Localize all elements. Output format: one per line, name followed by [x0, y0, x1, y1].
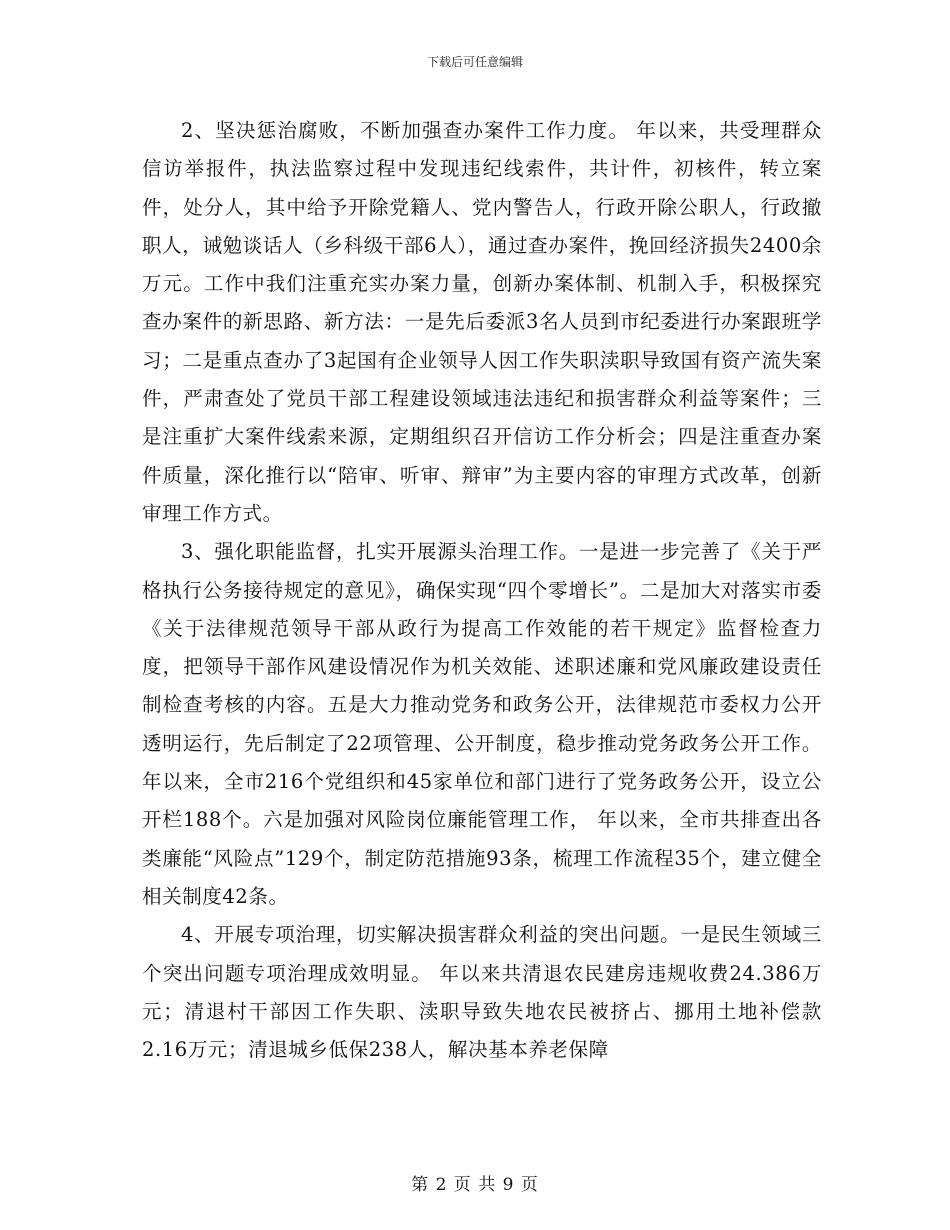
page-number-footer: 第 2 页 共 9 页: [411, 1175, 539, 1195]
paragraph-functional-supervision: 3、强化职能监督，扎实开展源头治理工作。一是进一步完善了《关于严格执行公务接待规定的意见》，确保实现“四个零增长”。二是加大对落实市委《关于法律规范领导干部从政行为提高工作效能的若干规定》监督检查力度，把领导干部作风建设情况作为机关效能、述职述廉和党风廉政建设责任制检查考核的内容。五是大力推动党务和政务公开，法律规范市委权力公开透明运行，先后制定了22项管理、公开制度，稳步推动党务政务公开工作。 年以来，全市216个党组织和45家单位和部门进行了党务政务公开，设立公开栏188个。六是加强对风险岗位廉能管理工作， 年以来，全市共排查出各类廉能“风险点”129个，制定防范措施93条，梳理工作流程35个，建立健全相关制度42条。: [142, 540, 822, 908]
download-edit-note: 下载后可任意编辑: [426, 55, 523, 69]
paragraph-anti-corruption-cases: 2、坚决惩治腐败，不断加强查办案件工作力度。 年以来，共受理群众信访举报件，执法监察过程中发现违纪线索件，共计件，初核件，转立案件，处分人，其中给予开除党籍人、党内警告人，行政开除公职人，行政撤职人，诫勉谈话人（乡科级干部6人），通过查办案件，挽回经济损失2400余万元。工作中我们注重充实办案力量，创新办案体制、机制入手，积极探究查办案件的新思路、新方法：一是先后委派3名人员到市纪委进行办案跟班学习；二是重点查办了3起国有企业领导人因工作失职渎职导致国有资产流失案件，严肃查处了党员干部工程建设领域违法违纪和损害群众利益等案件；三是注重扩大案件线索来源，定期组织召开信访工作分析会；四是注重查办案件质量，深化推行以“陪审、听审、辩审”为主要内容的审理方式改革，创新审理工作方式。: [142, 119, 822, 525]
document-body: [142, 112, 822, 1069]
paragraph-special-governance: 4、开展专项治理，切实解决损害群众利益的突出问题。一是民生领域三个突出问题专项治理成效明显。 年以来共清退农民建房违规收费24.386万元；清退村干部因工作失职、渎职导致失地农民被挤占、挪用土地补偿款2.16万元；清退城乡低保238人，解决基本养老保障: [142, 923, 822, 1062]
